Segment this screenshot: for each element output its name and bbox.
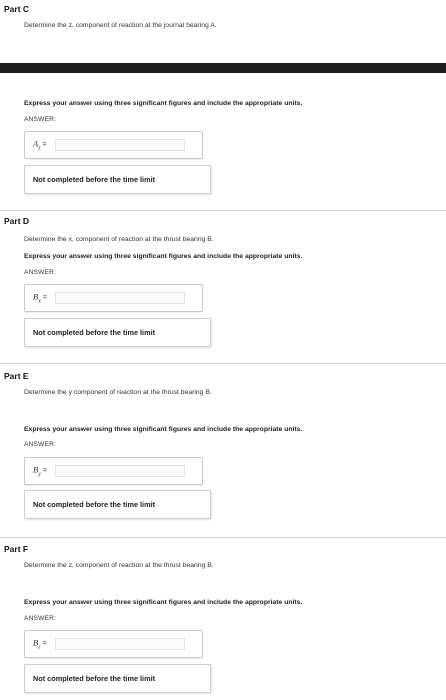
part-d-answer-box [24,284,203,312]
part-e-instruction: Express your answer using three significant figures and include the appropriate units. [24,426,303,433]
part-f-instruction: Express your answer using three significant figures and include the appropriate units. [24,599,303,606]
part-c-variable: $A_z$ = [33,138,47,152]
divider [0,363,446,364]
part-f-variable: $B_z$ = [33,637,47,651]
divider [0,210,446,211]
divider [0,537,446,538]
part-c-status-box: Not completed before the time limit [24,165,211,194]
part-e-title: Part E [4,371,29,381]
section-separator-band [0,63,446,73]
part-d-title: Part D [4,216,30,226]
part-f-status-box: Not completed before the time limit [24,664,211,693]
part-c-question: Determine the z, component of reaction at the journal bearing A. [24,22,217,29]
part-c-instruction: Express your answer using three significant figures and include the appropriate units. [24,100,303,107]
part-d-question: Determine the x, component of reaction at the thrust bearing B. [24,236,214,243]
part-f-title: Part F [4,544,29,554]
part-c-title: Part C [4,4,30,14]
part-f-answer-input[interactable] [55,638,185,650]
part-e-question: Determine the y component of reaction at the thrust bearing B. [24,389,212,396]
part-c-answer-box [24,131,203,159]
part-f-answer-box [24,630,203,658]
part-d-variable: $B_x$ = [33,291,47,305]
part-e-answer-input[interactable] [55,465,185,477]
part-e-answer-label: ANSWER: [24,441,57,448]
part-e-answer-box [24,457,203,485]
part-d-instruction: Express your answer using three significant figures and include the appropriate units. [24,253,303,260]
part-e-variable: $B_y$ = [33,464,47,478]
part-d-answer-input[interactable] [55,292,185,304]
part-e-status-box: Not completed before the time limit [24,490,211,519]
part-c-answer-input[interactable] [55,139,185,151]
part-c-answer-label: ANSWER: [24,116,57,123]
part-f-answer-label: ANSWER: [24,615,57,622]
part-f-question: Determine the z, component of reaction at the thrust bearing B. [24,562,214,569]
part-d-answer-label: ANSWER: [24,269,57,276]
part-d-status-box: Not completed before the time limit [24,318,211,347]
